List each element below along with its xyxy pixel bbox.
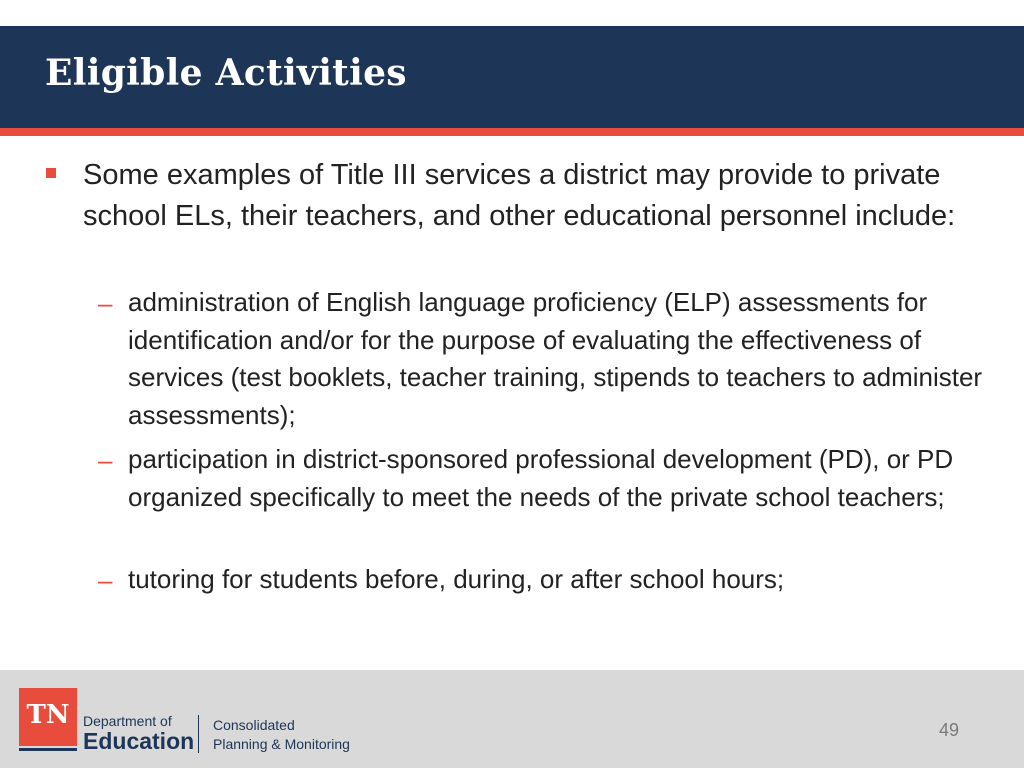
main-bullet-text: Some examples of Title III services a district may provide to private school ELs, their teachers, and other educational personnel include: (83, 159, 956, 232)
slide-title: Eligible Activities (45, 52, 407, 94)
sub-bullet-text: tutoring for students before, during, or after school hours; (128, 564, 785, 594)
header-accent-stripe (0, 128, 1024, 136)
dash-bullet-icon: – (98, 445, 113, 475)
page-number: 49 (939, 720, 960, 740)
sub-bullet-text: administration of English language proficiency (ELP) assessments for identification and/or for the purpose of evaluating the effectiveness of services (test booklets, teacher training, stipends to teachers to administer assessments); (128, 287, 983, 430)
education-label: Education (83, 728, 195, 754)
square-bullet-icon (46, 168, 56, 178)
dash-bullet-icon: – (98, 288, 113, 318)
dash-bullet-icon: – (98, 565, 113, 595)
program-label-line2: Planning & Monitoring (213, 736, 350, 752)
tn-logo (19, 688, 77, 746)
logo-underline (19, 748, 77, 751)
department-label: Department of (83, 713, 172, 729)
program-label-line1: Consolidated (213, 717, 295, 733)
tn-logo-text: TN (26, 700, 70, 730)
logo-divider (198, 715, 199, 753)
sub-bullet-text: participation in district-sponsored professional development (PD), or PD organized specifically to meet the needs of the private school teachers; (128, 444, 954, 512)
